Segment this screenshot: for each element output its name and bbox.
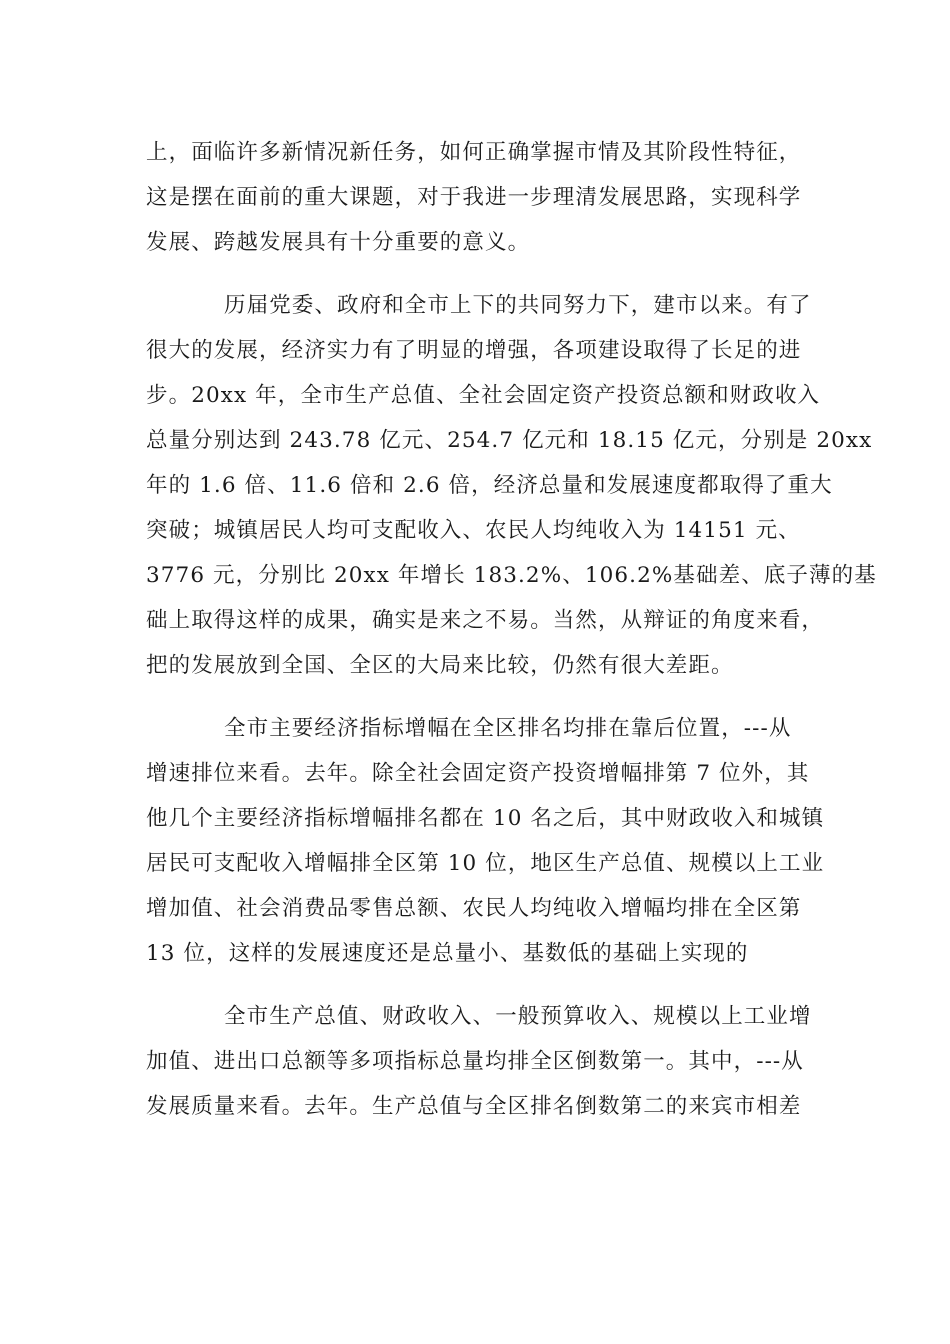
paragraph-3 bbox=[146, 706, 825, 976]
paragraph-gap bbox=[146, 688, 810, 706]
text-line: 把的发展放到全国、全区的大局来比较，仍然有很大差距。 bbox=[146, 653, 734, 678]
text-line: 发展、跨越发展具有十分重要的意义。 bbox=[146, 230, 531, 255]
text-line: 他几个主要经济指标增幅排名都在 10 名之后，其中财政收入和城镇 bbox=[146, 806, 825, 831]
paragraph-gap bbox=[146, 265, 810, 283]
text-line: 上，面临许多新情况新任务，如何正确掌握市情及其阶段性特征， bbox=[146, 140, 802, 165]
text-line: 13 位，这样的发展速度还是总量小、基数低的基础上实现的 bbox=[146, 941, 749, 966]
text-line: 全市生产总值、财政收入、一般预算收入、规模以上工业增 bbox=[224, 1004, 812, 1029]
paragraph-4 bbox=[146, 994, 810, 1129]
text-line: 增速排位来看。去年。除全社会固定资产投资增幅排第 7 位外，其 bbox=[146, 761, 810, 786]
text-line: 础上取得这样的成果，确实是来之不易。当然，从辩证的角度来看， bbox=[146, 608, 825, 633]
text-line: 步。20xx 年，全市生产总值、全社会固定资产投资总额和财政收入 bbox=[146, 383, 821, 408]
text-line: 加值、进出口总额等多项指标总量均排全区倒数第一。其中，---从 bbox=[146, 1049, 804, 1074]
text-line: 总量分别达到 243.78 亿元、254.7 亿元和 18.15 亿元，分别是 20xx bbox=[146, 428, 873, 453]
text-line: 突破；城镇居民人均可支配收入、农民人均纯收入为 14151 元、 bbox=[146, 518, 801, 543]
paragraph-2 bbox=[146, 283, 877, 688]
text-line: 3776 元，分别比 20xx 年增长 183.2%、106.2%基础差、底子薄的基 bbox=[146, 563, 877, 588]
text-line: 历届党委、政府和全市上下的共同努力下，建市以来。有了 bbox=[224, 293, 812, 318]
text-line: 增加值、社会消费品零售总额、农民人均纯收入增幅均排在全区第 bbox=[146, 896, 802, 921]
text-line: 很大的发展，经济实力有了明显的增强，各项建设取得了长足的进 bbox=[146, 338, 802, 363]
text-line: 这是摆在面前的重大课题，对于我进一步理清发展思路，实现科学 bbox=[146, 185, 802, 210]
text-line: 全市主要经济指标增幅在全区排名均排在靠后位置，---从 bbox=[224, 716, 792, 741]
text-line: 发展质量来看。去年。生产总值与全区排名倒数第二的来宾市相差 bbox=[146, 1094, 802, 1119]
text-line: 居民可支配收入增幅排全区第 10 位，地区生产总值、规模以上工业 bbox=[146, 851, 825, 876]
text-line: 年的 1.6 倍、11.6 倍和 2.6 倍，经济总量和发展速度都取得了重大 bbox=[146, 473, 833, 498]
document-body bbox=[146, 130, 877, 1129]
paragraph-1 bbox=[146, 130, 810, 265]
paragraph-gap bbox=[146, 976, 810, 994]
